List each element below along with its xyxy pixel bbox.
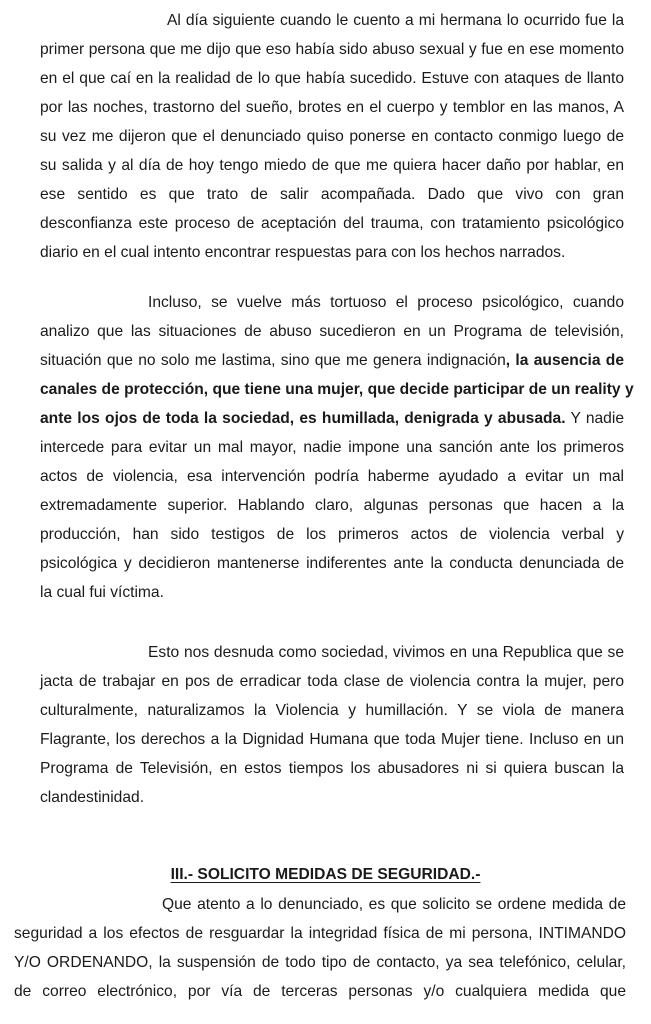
text-line: intercede para evitar un mal mayor, nadie impone una sanción ante los primeros — [40, 439, 624, 456]
paragraph-3 — [40, 638, 624, 812]
section-heading-text: III.- SOLICITO MEDIDAS DE SEGURIDAD.- — [170, 866, 481, 883]
section-heading — [0, 860, 651, 889]
text-run: Y nadie — [565, 410, 624, 427]
text-line: primer persona que me dijo que eso había sido abuso sexual y fue en ese momento — [40, 41, 624, 58]
text-line: su vez me dijeron que el denunciado quiso ponerse en contacto conmigo luego de — [40, 128, 624, 145]
text-line: de correo electrónico, por vía de terceras personas y/o cualquiera medida que — [14, 983, 626, 1000]
text-line: la cual fui víctima. — [40, 584, 164, 601]
text-line: producción, han sido testigos de los primeros actos de violencia verbal y — [40, 526, 624, 543]
text-line: seguridad a los efectos de resguardar la integridad física de mi persona, INTIMANDO — [14, 925, 626, 942]
text-line: Esto nos desnuda como sociedad, vivimos en una Republica que se — [148, 644, 624, 661]
text-line: ese sentido es que trato de salir acompañada. Dado que vivo con gran — [40, 186, 624, 203]
text-line: Al día siguiente cuando le cuento a mi hermana lo ocurrido fue la — [167, 12, 624, 29]
text-line-mixed — [40, 404, 624, 433]
text-line: diario en el cual intento encontrar respuestas para con los hechos narrados. — [40, 244, 566, 261]
text-run: situación que no solo me lastima, sino que me genera indignación — [40, 352, 506, 369]
text-line: clandestinidad. — [40, 789, 145, 806]
text-line: su salida y al día de hoy tengo miedo de que me quiera hacer daño por hablar, en — [40, 157, 624, 174]
text-line: Que atento a lo denunciado, es que solicito se ordene medida de — [162, 896, 626, 913]
text-line: Flagrante, los derechos a la Dignidad Humana que toda Mujer tiene. Incluso en un — [40, 731, 624, 748]
text-line: Programa de Televisión, en estos tiempos los abusadores ni si quiera buscan la — [40, 760, 624, 777]
paragraph-1 — [40, 6, 624, 267]
text-line: desconfianza este proceso de aceptación del trauma, con tratamiento psicológico — [40, 215, 624, 232]
text-line: culturalmente, naturalizamos la Violencia y humillación. Y se viola de manera — [40, 702, 624, 719]
bold-text-run: ante los ojos de toda la sociedad, es humillada, denigrada y abusada. — [40, 410, 566, 427]
text-line: Incluso, se vuelve más tortuoso el proceso psicológico, cuando — [148, 294, 624, 311]
text-line: Y/O ORDENANDO, la suspensión de todo tipo de contacto, ya sea telefónico, celular, — [14, 954, 626, 971]
bold-text-run: , la ausencia de — [505, 352, 625, 369]
text-line: en el que caí en la realidad de lo que había sucedido. Estuve con ataques de llanto — [40, 70, 624, 87]
text-line: psicológica y decidieron mantenerse indiferentes ante la conducta denunciada de — [40, 555, 624, 572]
text-line: por las noches, trastorno del sueño, brotes en el cuerpo y temblor en las manos, A — [40, 99, 624, 116]
text-line-mixed — [40, 346, 624, 375]
paragraph-4 — [14, 890, 626, 1006]
paragraph-2 — [40, 288, 634, 607]
text-line: extremadamente superior. Hablando claro, algunas personas que hacen a la — [40, 497, 624, 514]
text-line: actos de violencia, esa intervención podría haberme ayudado a evitar un mal — [40, 468, 624, 485]
text-line: jacta de trabajar en pos de erradicar toda clase de violencia contra la mujer, pero — [40, 673, 624, 690]
bold-text-line: canales de protección, que tiene una mujer, que decide participar de un reality y — [40, 381, 634, 398]
text-line: analizo que las situaciones de abuso sucedieron en un Programa de televisión, — [40, 323, 624, 340]
